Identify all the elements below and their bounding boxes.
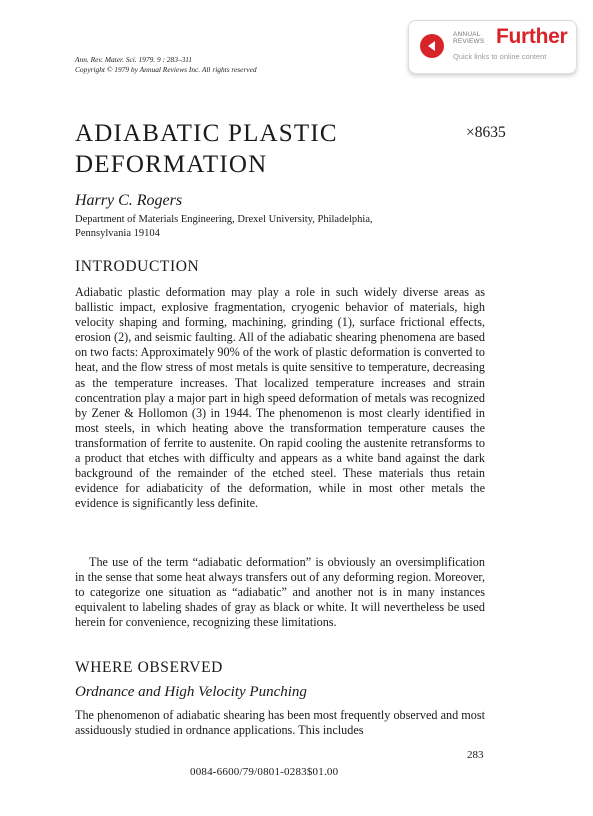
subsection-heading-ordnance: Ordnance and High Velocity Punching	[75, 684, 307, 700]
left-arrow-icon	[420, 34, 444, 58]
badge-reviews-text: REVIEWS	[453, 38, 485, 45]
title-line-2: DEFORMATION	[75, 151, 268, 178]
journal-citation	[75, 55, 257, 75]
affiliation-line-2: Pennsylvania 19104	[75, 228, 160, 239]
badge-subtitle: Quick links to online content	[453, 52, 547, 61]
citation-line-2: Copyright © 1979 by Annual Reviews Inc. All rights reserved	[75, 65, 257, 74]
further-links-badge[interactable]	[408, 20, 577, 74]
title-line-1: ADIABATIC PLASTIC	[75, 120, 338, 147]
badge-annual-text: ANNUAL	[453, 31, 481, 38]
affiliation-line-1: Department of Materials Engineering, Drexel University, Philadelphia,	[75, 214, 373, 225]
section-heading-introduction: INTRODUCTION	[75, 258, 200, 275]
author-name: Harry C. Rogers	[75, 192, 183, 209]
intro-paragraph-1: Adiabatic plastic deformation may play a role in such widely diverse areas as ballistic impact, explosive fragmentation, cryogenic behavior of materials, high velocity shaping and forming, machining, grinding (1), surface frictional effects, erosion (2), and seismic faulting. All of the adiabatic shearing phenomena are based on two facts: Approximately 90% of the work of plastic deformation is converted to heat, and the flow stress of most metals is quite sensitive to temperature, decreasing as the temperature increases. That localized temperature increases and strain concentration play a major part in high speed deformation of metals was recognized by Zener & Hollomon (3) in 1944. The phenomenon is most clearly identified in most steels, in which heating above the transformation temperature causes the transformation of ferrite to austenite. On rapid cooling the austenite retransforms to a product that etches with difficulty and appears as a white band against the dark background of the remainder of the etched steel. These materials thus retain evidence for adiabaticity of the deformation, while in most other metals the evidence is significantly less definite.	[75, 285, 485, 511]
author-affiliation	[75, 213, 495, 241]
intro-paragraph-2: The use of the term “adiabatic deformation” is obviously an oversimplification in the sense that some heat always transfers out of any deforming region. Moreover, to categorize one situation as “adiabatic” and another not is in many instances equivalent to labeling shades of gray as black or white. It will nevertheless be used herein for convenience, recognizing these limitations.	[75, 555, 485, 630]
citation-line-1: Ann. Rev. Mater. Sci. 1979. 9 : 283–311	[75, 55, 193, 64]
badge-annual-reviews	[453, 31, 484, 45]
section-heading-where-observed: WHERE OBSERVED	[75, 659, 223, 676]
page-number: 283	[467, 749, 484, 761]
article-title	[75, 118, 405, 180]
footer-code: 0084-6600/79/0801-0283$01.00	[190, 766, 339, 778]
ordnance-paragraph: The phenomenon of adiabatic shearing has been most frequently observed and most assiduously studied in ordnance applications. This includes	[75, 708, 485, 738]
article-code: ×8635	[466, 124, 506, 141]
badge-further-text: Further	[496, 25, 568, 48]
